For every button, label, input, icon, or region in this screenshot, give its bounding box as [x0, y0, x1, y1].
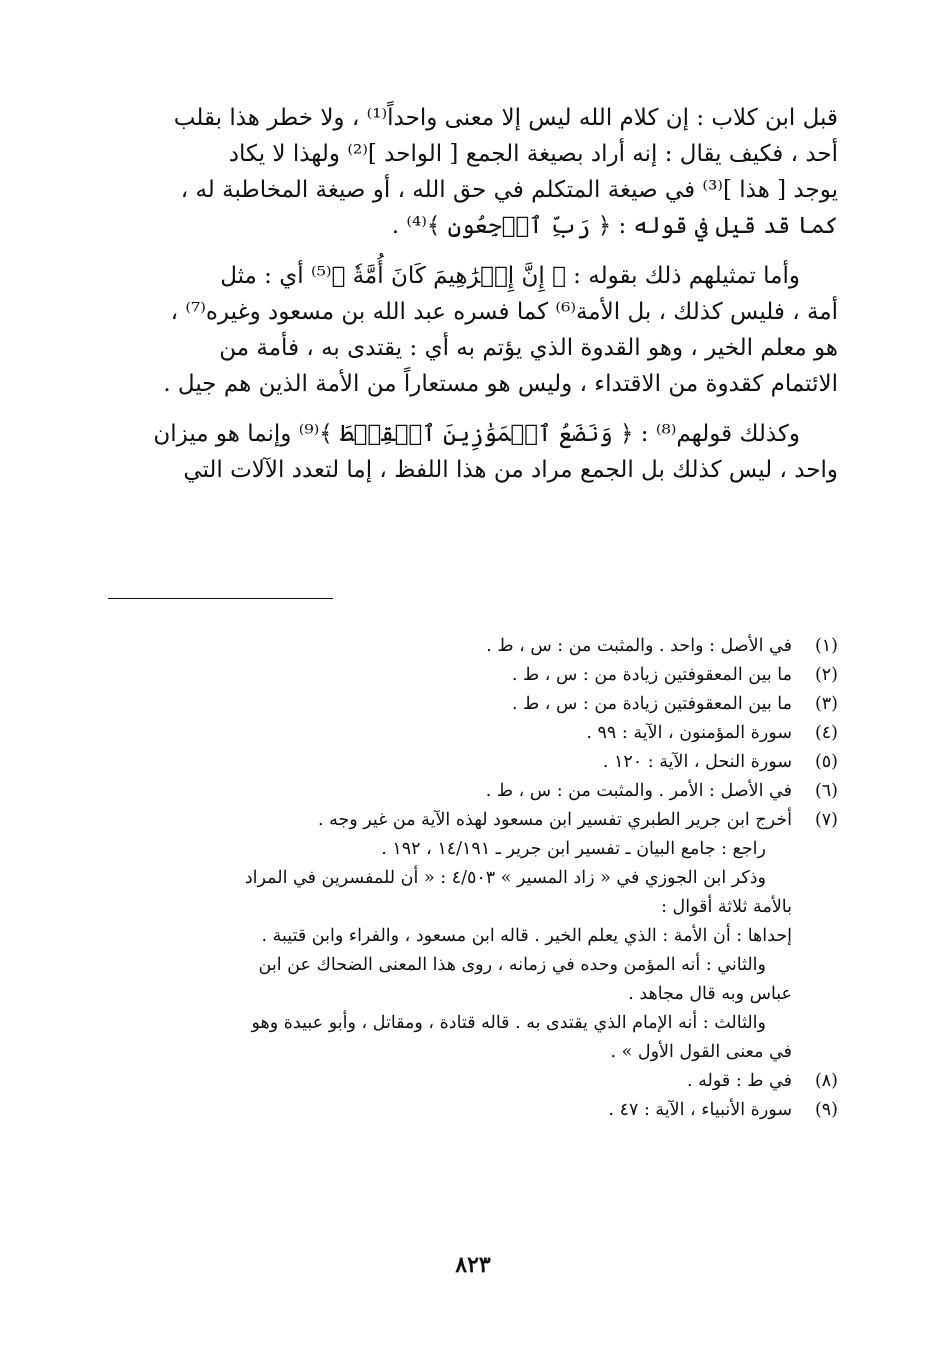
- footnote-number: (٩): [814, 1100, 838, 1120]
- text-line: هو معلم الخير ، وهو القدوة الذي يؤتم به أي : يقتدى به ، فأمة من: [219, 335, 838, 361]
- footnote-continuation: بالأمة ثلاثة أقوال :: [661, 897, 792, 917]
- footnote-continuation: والثالث : أنه الإمام الذي يقتدى به . قاله قتادة ، ومقاتل ، وأبو عبيدة وهو: [251, 1013, 766, 1033]
- footnote-number: (٤): [814, 723, 838, 743]
- paragraph-1: [108, 100, 838, 244]
- text-line: الائتمام كقدوة من الاقتداء ، وليس هو مستعاراً من الأمة الذين هم جيل .: [163, 371, 838, 397]
- footnote-continuation: إحداها : أن الأمة : الذي يعلم الخير . قاله ابن مسعود ، والفراء وابن قتيبة .: [261, 926, 792, 946]
- text-line: واحد ، ليس كذلك بل الجمع مراد من هذا اللفظ ، إما لتعدد الآلات التي: [183, 457, 838, 483]
- paragraph-3: [108, 416, 838, 488]
- footnote-separator: [108, 598, 333, 599]
- text-line: وكذلك قولهم⁽⁸⁾ : ﴿ وَنَضَعُ ٱلۡمَوَٰزِينَ ٱلۡقِسۡطَ ﴾⁽⁹⁾ وإنما هو ميزان: [153, 421, 800, 447]
- footnote-item: [108, 661, 838, 690]
- footnote-text: ما بين المعقوفتين زيادة من : س ، ط .: [511, 694, 792, 714]
- footnote-item: [108, 632, 838, 661]
- footnote-continuation: عباس وبه قال مجاهد .: [628, 984, 792, 1004]
- footnote-item: [108, 1067, 838, 1096]
- footnote-continuation: في معنى القول الأول » .: [610, 1042, 792, 1062]
- footnote-text: في الأصل : واحد . والمثبت من : س ، ط .: [486, 636, 792, 656]
- footnote-text: ما بين المعقوفتين زيادة من : س ، ط .: [511, 665, 792, 685]
- main-text: [108, 100, 838, 502]
- paragraph-2: [108, 258, 838, 402]
- footnote-item: [108, 1096, 838, 1125]
- footnote-text: في ط : قوله .: [687, 1071, 792, 1091]
- footnote-item: [108, 806, 838, 835]
- footnote-continuation: والثاني : أنه المؤمن وحده في زمانه ، روى هذا المعنى الضحاك عن ابن: [258, 955, 766, 975]
- text-line: كما قد قيل في قوله : ﴿ رَبِّ ٱرۡجِعُونِ ﴾⁽⁴⁾ .: [391, 213, 838, 239]
- footnote-number: (٦): [814, 781, 838, 801]
- footnote-text: في الأصل : الأمر . والمثبت من : س ، ط .: [485, 781, 792, 801]
- footnote-number: (٨): [814, 1071, 838, 1091]
- footnote-item: [108, 748, 838, 777]
- text-line: وأما تمثيلهم ذلك بقوله : ﴿ إِنَّ إِبۡرَٰهِيمَ كَانَ أُمَّةٗ ﴾⁽⁵⁾ أي : مثل: [220, 263, 800, 289]
- footnote-number: (٧): [814, 810, 838, 830]
- footnote-item: [108, 690, 838, 719]
- footnote-item: [108, 777, 838, 806]
- footnote-number: (١): [814, 636, 838, 656]
- footnote-continuation: وذكر ابن الجوزي في « زاد المسير » ٤/٥٠٣ : « أن للمفسرين في المراد: [244, 868, 766, 888]
- footnote-text: سورة المؤمنون ، الآية : ٩٩ .: [586, 723, 792, 743]
- footnote-number: (٢): [814, 665, 838, 685]
- text-line: قبل ابن كلاب : إن كلام الله ليس إلا معنى واحداً⁽¹⁾ ، ولا خطر هذا بقلب: [173, 105, 838, 131]
- text-line: أحد ، فكيف يقال : إنه أراد بصيغة الجمع [ الواحد ]⁽²⁾ ولهذا لا يكاد: [228, 141, 838, 167]
- footnote-text: أخرج ابن جرير الطبري تفسير ابن مسعود لهذه الآية من غير وجه .: [317, 810, 792, 830]
- footnote-text: سورة النحل ، الآية : ١٢٠ .: [602, 752, 792, 772]
- footnote-number: (٣): [814, 694, 838, 714]
- text-line: يوجد [ هذا ]⁽³⁾ في صيغة المتكلم في حق الله ، أو صيغة المخاطبة له ،: [180, 177, 838, 203]
- footnotes: [108, 632, 838, 1125]
- footnote-text: سورة الأنبياء ، الآية : ٤٧ .: [608, 1100, 792, 1120]
- footnote-item: [108, 719, 838, 748]
- text-line: أمة ، فليس كذلك ، بل الأمة⁽⁶⁾ كما فسره عبد الله بن مسعود وغيره⁽⁷⁾ ،: [170, 299, 838, 325]
- footnote-number: (٥): [814, 752, 838, 772]
- page-number: ٨٢٣: [455, 1252, 491, 1278]
- footnote-continuation: راجع : جامع البيان ـ تفسير ابن جرير ـ ١٤/١٩١ ، ١٩٢ .: [381, 839, 766, 859]
